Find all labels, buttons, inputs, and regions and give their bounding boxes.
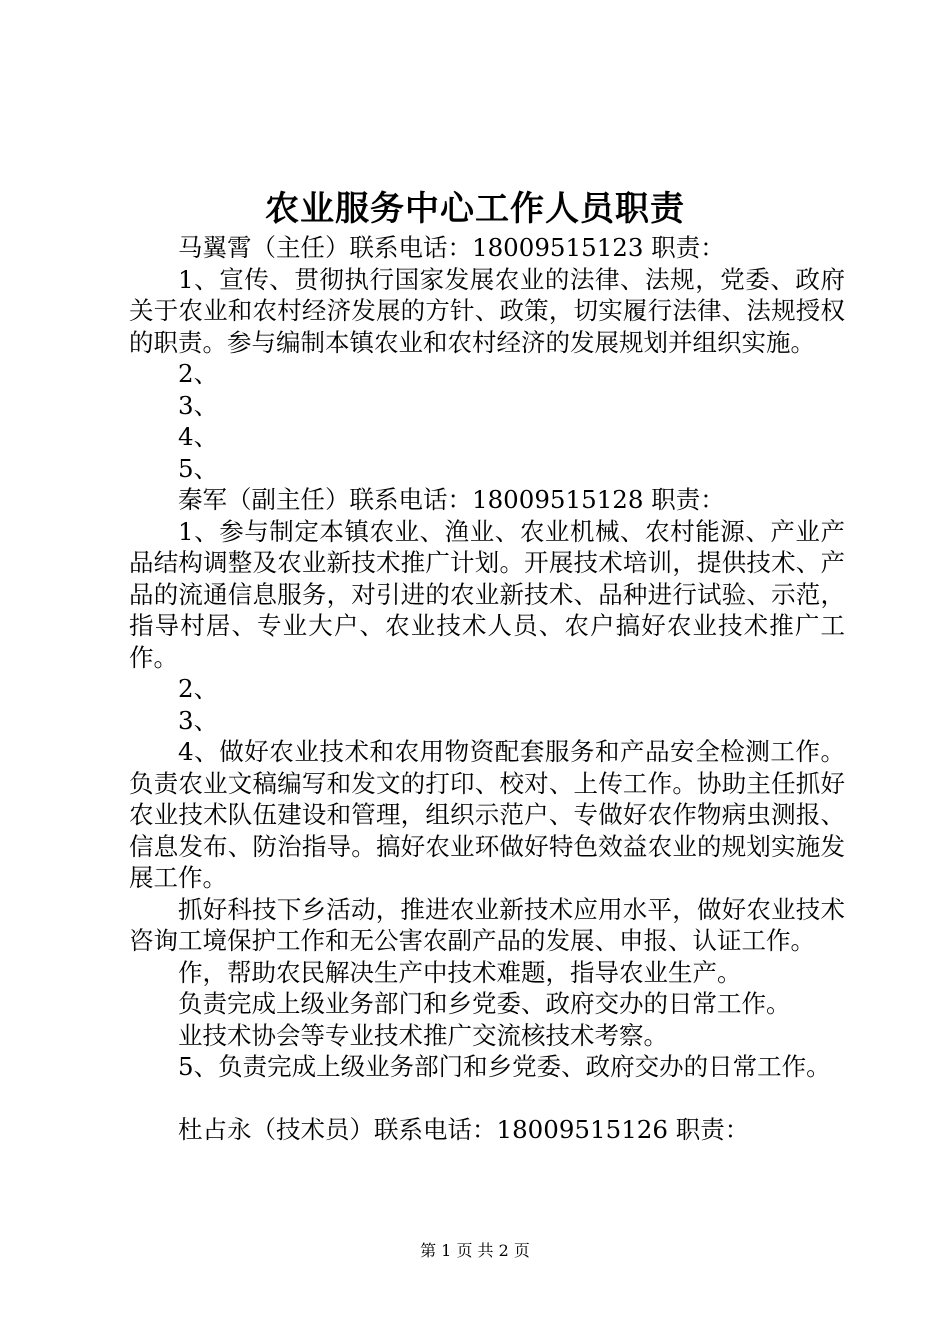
duty-paragraph: 抓好科技下乡活动，推进农业新技术应用水平，做好农业技术咨询工境保护工作和无公害农副产品的发展、申报、认证工作。 bbox=[129, 894, 845, 955]
duty-paragraph: 3、 bbox=[178, 390, 219, 420]
duty-paragraph: 4、做好农业技术和农用物资配套服务和产品安全检测工作。负责农业文稿编写和发文的打印、校对、上传工作。协助主任抓好农业技术队伍建设和管理，组织示范户、专做好农作物病虫测报、信息发布、防治指导。搞好农业环做好特色效益农业的规划实施发展工作。 bbox=[129, 737, 845, 892]
staff-header-du: 杜占永（技术员）联系电话：18009515126 职责： bbox=[178, 1115, 750, 1144]
duty-paragraph: 2、 bbox=[178, 674, 219, 703]
duty-paragraph: 负责完成上级业务部门和乡党委、政府交办的日常工作。 bbox=[178, 989, 791, 1018]
duty-paragraph: 1、参与制定本镇农业、渔业、农业机械、农村能源、产业产品结构调整及农业新技术推广计划。开展技术培训，提供技术、产品的流通信息服务，对引进的农业新技术、品种进行试验、示范，指导村居、专业大户、农业技术人员、农户搞好农业技术推广工作。 bbox=[129, 516, 845, 672]
staff-header-ma: 马翼霄（主任）联系电话：18009515123 职责： bbox=[178, 233, 725, 262]
duty-paragraph: 5、负责完成上级业务部门和乡党委、政府交办的日常工作。 bbox=[178, 1052, 831, 1081]
duty-paragraph: 业技术协会等专业技术推广交流核技术考察。 bbox=[178, 1020, 668, 1050]
duty-paragraph: 4、 bbox=[178, 422, 219, 451]
duty-paragraph: 3、 bbox=[178, 705, 219, 735]
document-body bbox=[129, 232, 845, 1146]
duty-paragraph: 作，帮助农民解决生产中技术难题，指导农业生产。 bbox=[178, 957, 742, 987]
duty-paragraph: 5、 bbox=[178, 453, 219, 483]
duty-paragraph: 2、 bbox=[178, 359, 219, 388]
staff-header-qin: 秦军（副主任）联系电话：18009515128 职责： bbox=[178, 485, 725, 514]
page-footer: 第 1 页 共 2 页 bbox=[420, 1241, 530, 1260]
duty-paragraph: 1、宣传、贯彻执行国家发展农业的法律、法规，党委、政府关于农业和农村经济发展的方针、政策，切实履行法律、法规授权的职责。参与编制本镇农业和农村经济的发展规划并组织实施。 bbox=[129, 264, 845, 357]
page-title: 农业服务中心工作人员职责 bbox=[265, 189, 685, 229]
blank-line bbox=[129, 1083, 845, 1115]
